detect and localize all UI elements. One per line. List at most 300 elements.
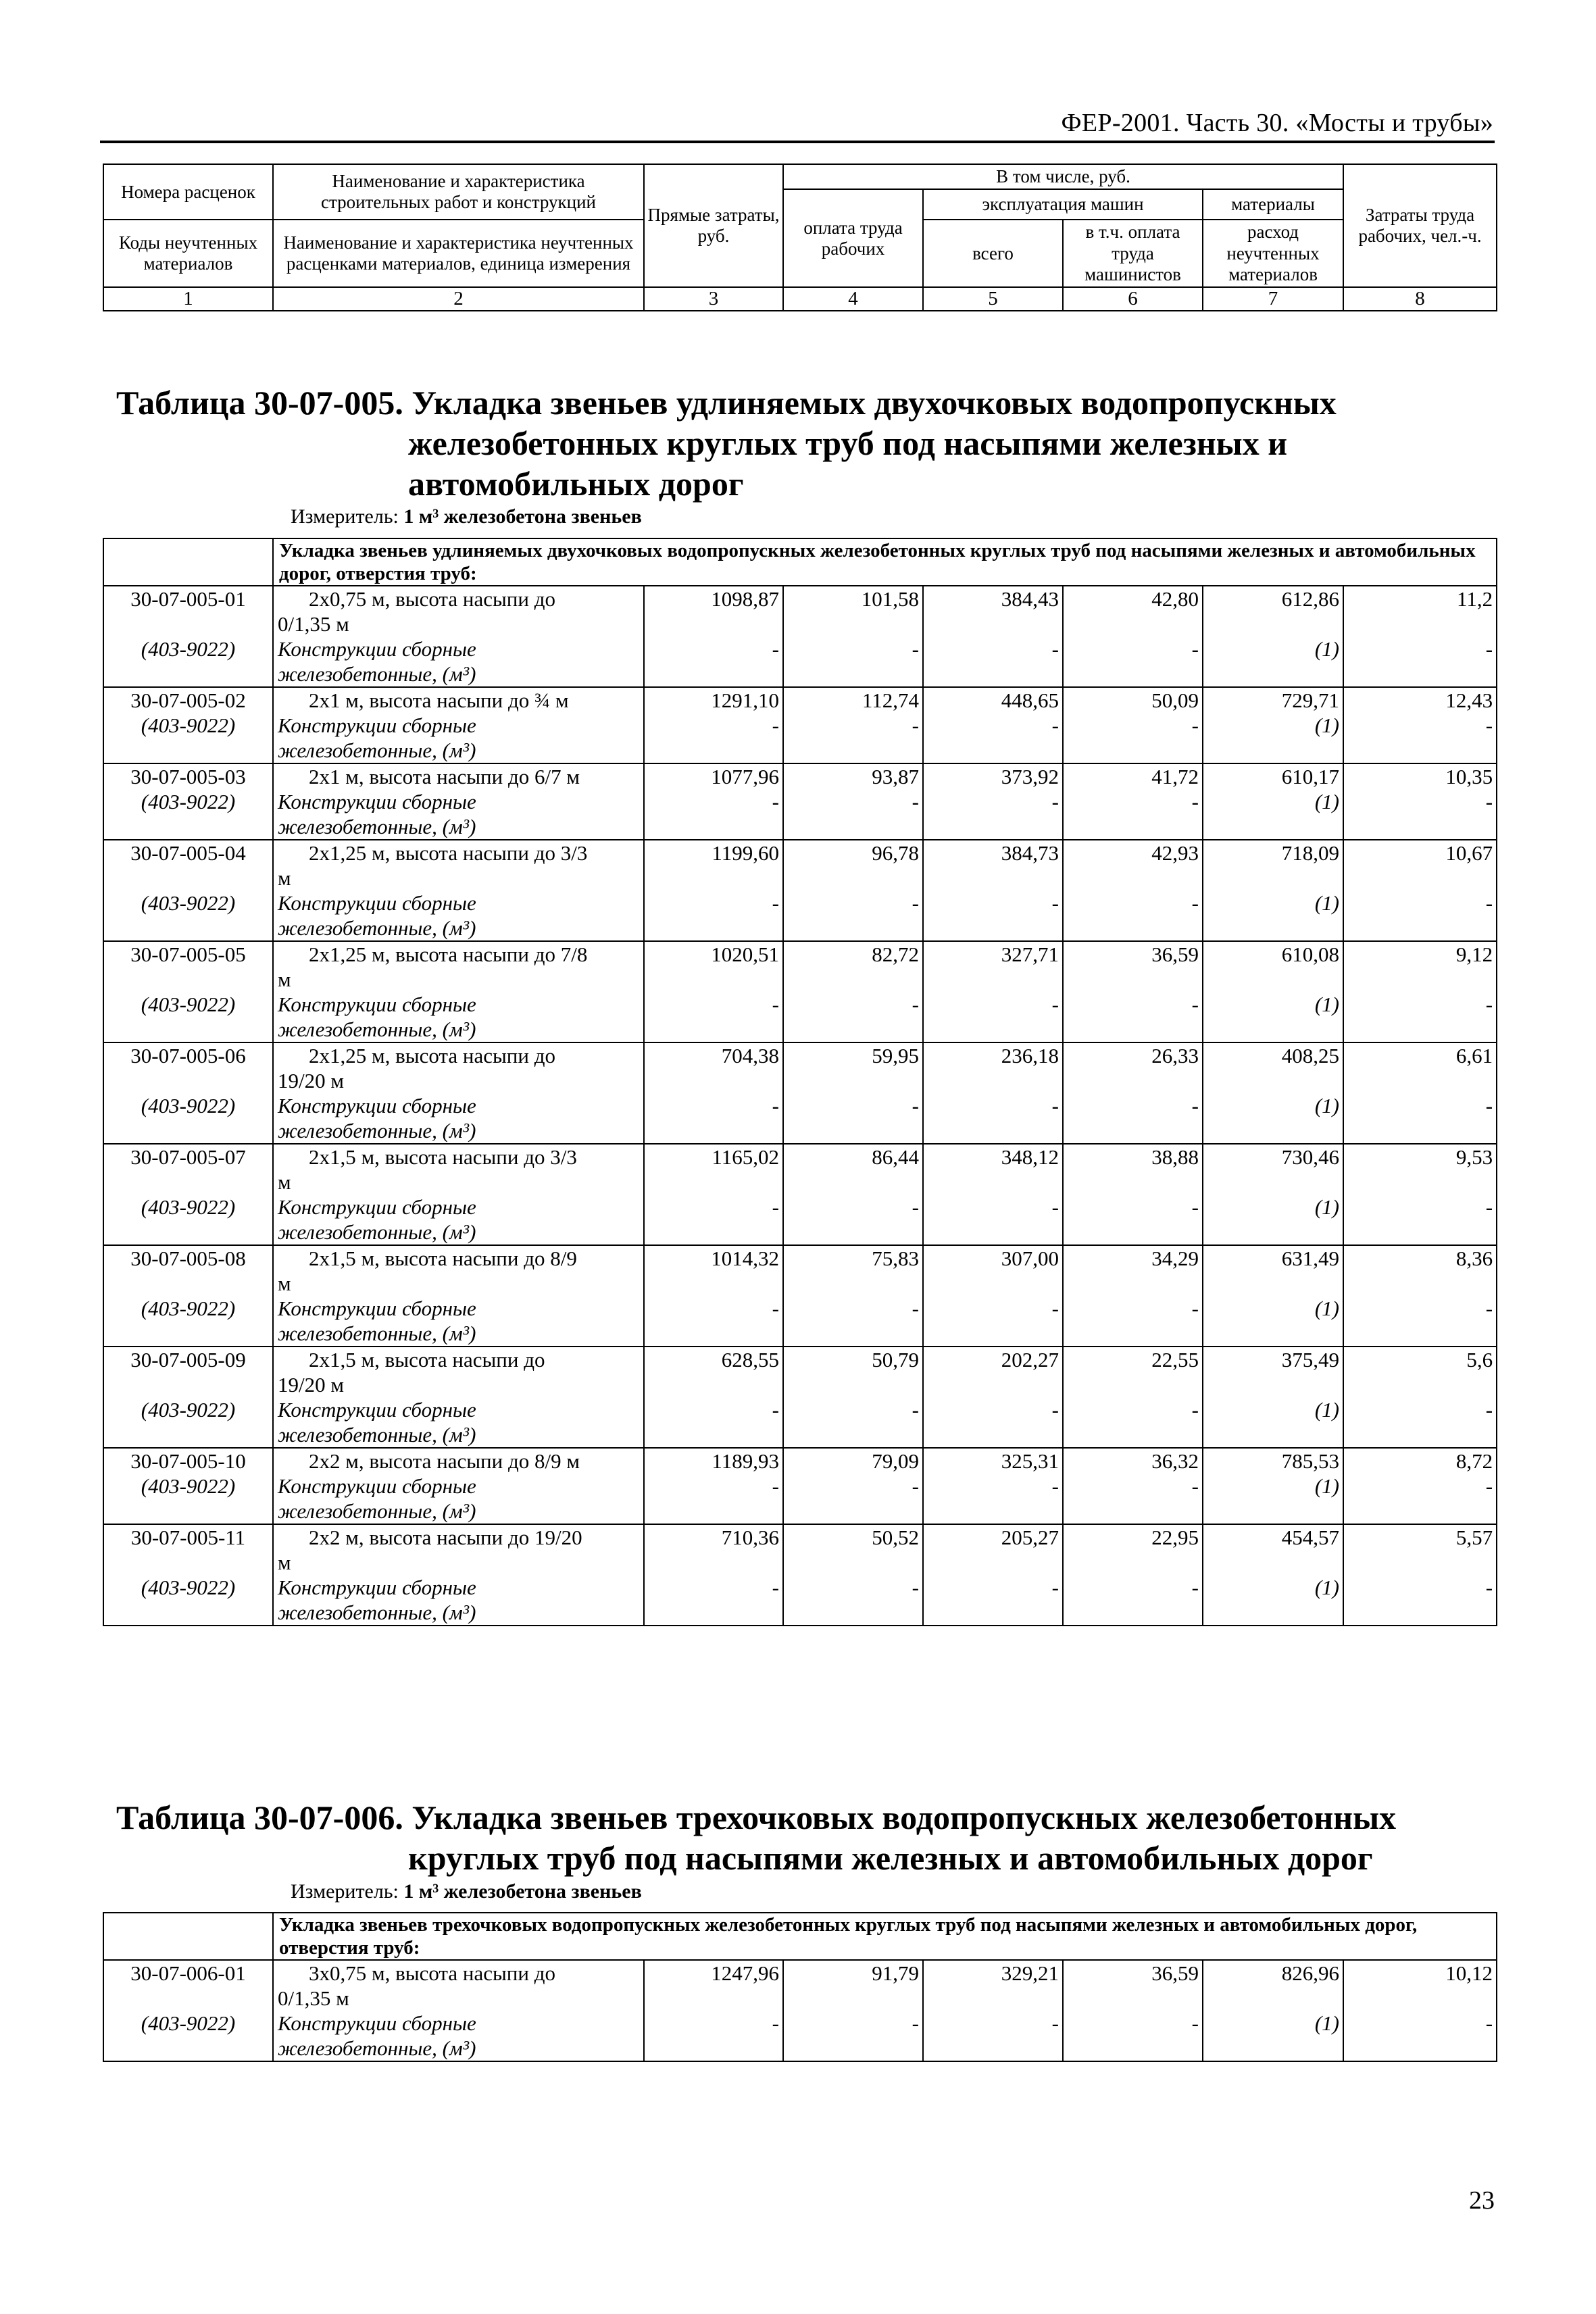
rate-description-line: 3x0,75 м, высота насыпи до	[309, 1961, 556, 1985]
material-value-m7: (1)	[1203, 1093, 1343, 1144]
rate-row	[103, 840, 1497, 890]
material-value-m8: -	[1343, 890, 1497, 941]
rate-description-line: 2x1 м, высота насыпи до 6/7 м	[309, 765, 580, 788]
rate-value-v3: 710,36	[644, 1524, 783, 1575]
rate-description	[273, 586, 644, 636]
rate-value-v4: 79,09	[783, 1448, 923, 1474]
rates-table-30-07-005	[103, 538, 1497, 1626]
rate-value-v4: 82,72	[783, 941, 923, 992]
material-value-m6: -	[1063, 1397, 1203, 1448]
material-value-m4: -	[783, 789, 923, 840]
material-value-m3: -	[644, 1474, 783, 1524]
rate-description-line: 2x2 м, высота насыпи до 8/9 м	[309, 1449, 580, 1473]
material-value-m8: -	[1343, 1397, 1497, 1448]
material-description-line: железобетонные, (м³)	[278, 738, 476, 762]
table1-title-line1: Таблица 30-07-005. Укладка звеньев удлиняемых двухочковых водопропускных	[116, 384, 1337, 422]
material-value-m7: (1)	[1203, 2011, 1343, 2061]
col-header-materials: материалы	[1203, 189, 1343, 220]
material-value-m7: (1)	[1203, 1397, 1343, 1448]
rate-value-v3: 1247,96	[644, 1960, 783, 2011]
material-description	[273, 2011, 644, 2061]
rate-value-v6: 22,55	[1063, 1347, 1203, 1397]
material-value-m7: (1)	[1203, 890, 1343, 941]
rate-value-v3: 1098,87	[644, 586, 783, 636]
rate-code: 30-07-005-01	[103, 586, 273, 636]
rates-table-30-07-006	[103, 1912, 1497, 2062]
meter-label: Измеритель:	[291, 505, 399, 528]
rate-value-v8: 10,12	[1343, 1960, 1497, 2011]
material-value-m4: -	[783, 890, 923, 941]
material-value-m5: -	[923, 1575, 1063, 1626]
material-description	[273, 1296, 644, 1347]
col-header-machines-total: всего	[923, 220, 1063, 287]
material-value-m3: -	[644, 713, 783, 763]
rate-value-v5: 373,92	[923, 763, 1063, 789]
rate-row	[103, 1347, 1497, 1397]
material-description-line: Конструкции сборные	[278, 1576, 476, 1599]
material-value-m6: -	[1063, 1194, 1203, 1245]
material-description	[273, 890, 644, 941]
material-description	[273, 636, 644, 687]
rate-description-line: м	[278, 1551, 291, 1574]
material-description	[273, 789, 644, 840]
section-heading: Укладка звеньев удлиняемых двухочковых водопропускных железобетонных круглых труб под насыпями железных и автомобильных дорог, отверстия труб:	[273, 538, 1497, 586]
rate-value-v7: 408,25	[1203, 1042, 1343, 1093]
table2-title-line1: Таблица 30-07-006. Укладка звеньев трехочковых водопропускных железобетонных	[116, 1799, 1397, 1836]
material-description-line: Конструкции сборные	[278, 790, 476, 813]
rate-value-v5: 384,73	[923, 840, 1063, 890]
material-value-m6: -	[1063, 992, 1203, 1042]
table1-body	[103, 538, 1497, 1626]
material-code: (403-9022)	[103, 1575, 273, 1626]
material-value-m7: (1)	[1203, 1194, 1343, 1245]
rate-description	[273, 1245, 644, 1296]
rate-value-v7: 610,08	[1203, 941, 1343, 992]
material-description	[273, 1474, 644, 1524]
material-value-m4: -	[783, 1575, 923, 1626]
rate-value-v6: 34,29	[1063, 1245, 1203, 1296]
material-row	[103, 713, 1497, 763]
rate-value-v5: 448,65	[923, 687, 1063, 713]
rate-value-v8: 9,53	[1343, 1144, 1497, 1194]
rate-value-v8: 10,35	[1343, 763, 1497, 789]
rate-value-v4: 101,58	[783, 586, 923, 636]
material-value-m3: -	[644, 890, 783, 941]
material-row	[103, 1397, 1497, 1448]
rate-value-v5: 329,21	[923, 1960, 1063, 2011]
material-description-line: Конструкции сборные	[278, 1094, 476, 1117]
rate-description-line: 0/1,35 м	[278, 1986, 349, 2010]
rate-row	[103, 1245, 1497, 1296]
running-header: ФЕР-2001. Часть 30. «Мосты и трубы»	[1061, 109, 1493, 137]
col-header-including: В том числе, руб.	[783, 164, 1343, 189]
rate-value-v3: 1014,32	[644, 1245, 783, 1296]
material-description-line: Конструкции сборные	[278, 1474, 476, 1498]
material-code: (403-9022)	[103, 713, 273, 763]
material-value-m7: (1)	[1203, 789, 1343, 840]
material-code: (403-9022)	[103, 992, 273, 1042]
material-row	[103, 1194, 1497, 1245]
rate-value-v3: 1291,10	[644, 687, 783, 713]
col-number: 8	[1343, 287, 1497, 311]
meter-value: 1 м³ железобетона звеньев	[403, 505, 642, 528]
rate-row	[103, 1960, 1497, 2011]
material-row	[103, 1093, 1497, 1144]
table1-title-line3: автомобильных дорог	[408, 465, 744, 503]
material-value-m7: (1)	[1203, 992, 1343, 1042]
meter-value: 1 м³ железобетона звеньев	[403, 1880, 642, 1903]
material-value-m5: -	[923, 1397, 1063, 1448]
material-value-m6: -	[1063, 1474, 1203, 1524]
material-description-line: Конструкции сборные	[278, 1398, 476, 1422]
material-description-line: железобетонные, (м³)	[278, 1322, 476, 1345]
rate-value-v5: 325,31	[923, 1448, 1063, 1474]
rate-value-v8: 5,57	[1343, 1524, 1497, 1575]
material-value-m6: -	[1063, 1093, 1203, 1144]
material-value-m6: -	[1063, 713, 1203, 763]
material-code: (403-9022)	[103, 2011, 273, 2061]
rate-description	[273, 840, 644, 890]
material-row	[103, 1296, 1497, 1347]
rate-row	[103, 586, 1497, 636]
material-value-m3: -	[644, 789, 783, 840]
rate-description-line: 2x0,75 м, высота насыпи до	[309, 587, 556, 611]
material-value-m5: -	[923, 1296, 1063, 1347]
material-value-m5: -	[923, 713, 1063, 763]
material-description-line: Конструкции сборные	[278, 637, 476, 661]
material-value-m5: -	[923, 1474, 1063, 1524]
rate-value-v3: 1077,96	[644, 763, 783, 789]
rate-code: 30-07-005-03	[103, 763, 273, 789]
rate-description	[273, 763, 644, 789]
rate-value-v8: 5,6	[1343, 1347, 1497, 1397]
material-value-m6: -	[1063, 789, 1203, 840]
material-value-m6: -	[1063, 890, 1203, 941]
column-header-table	[103, 164, 1497, 311]
rate-value-v4: 96,78	[783, 840, 923, 890]
material-value-m8: -	[1343, 1093, 1497, 1144]
rate-code: 30-07-005-06	[103, 1042, 273, 1093]
rate-description	[273, 1347, 644, 1397]
material-description	[273, 1093, 644, 1144]
material-description-line: железобетонные, (м³)	[278, 2036, 476, 2060]
material-value-m3: -	[644, 1296, 783, 1347]
rate-value-v5: 327,71	[923, 941, 1063, 992]
rate-description-line: 2x2 м, высота насыпи до 19/20	[309, 1526, 582, 1549]
material-description	[273, 1397, 644, 1448]
material-description-line: железобетонные, (м³)	[278, 1601, 476, 1624]
material-row	[103, 1575, 1497, 1626]
rate-value-v4: 75,83	[783, 1245, 923, 1296]
material-row	[103, 2011, 1497, 2061]
rate-value-v4: 50,52	[783, 1524, 923, 1575]
rate-value-v8: 8,36	[1343, 1245, 1497, 1296]
material-value-m8: -	[1343, 636, 1497, 687]
rate-value-v6: 42,80	[1063, 586, 1203, 636]
rate-value-v7: 785,53	[1203, 1448, 1343, 1474]
material-value-m8: -	[1343, 992, 1497, 1042]
col-header-material-usage: расход неучтенных материалов	[1203, 220, 1343, 287]
rate-description-line: м	[278, 866, 291, 890]
material-value-m4: -	[783, 2011, 923, 2061]
rate-description-line: м	[278, 1170, 291, 1194]
rate-value-v7: 718,09	[1203, 840, 1343, 890]
material-value-m6: -	[1063, 636, 1203, 687]
rate-value-v6: 22,95	[1063, 1524, 1203, 1575]
material-value-m4: -	[783, 1093, 923, 1144]
rate-code: 30-07-005-07	[103, 1144, 273, 1194]
material-code: (403-9022)	[103, 1093, 273, 1144]
material-value-m8: -	[1343, 1296, 1497, 1347]
rate-value-v5: 348,12	[923, 1144, 1063, 1194]
meter-label: Измеритель:	[291, 1880, 399, 1903]
material-value-m8: -	[1343, 1474, 1497, 1524]
rate-description-line: 2x1,5 м, высота насыпи до 3/3	[309, 1145, 577, 1169]
rate-value-v7: 729,71	[1203, 687, 1343, 713]
rate-value-v6: 50,09	[1063, 687, 1203, 713]
material-value-m7: (1)	[1203, 713, 1343, 763]
material-value-m3: -	[644, 1575, 783, 1626]
material-value-m6: -	[1063, 1575, 1203, 1626]
material-value-m8: -	[1343, 789, 1497, 840]
rate-code: 30-07-005-04	[103, 840, 273, 890]
col-header-operator-pay: в т.ч. оплата труда машинистов	[1063, 220, 1203, 287]
material-value-m6: -	[1063, 2011, 1203, 2061]
rate-description-line: 2x1 м, высота насыпи до ¾ м	[309, 688, 569, 712]
rate-value-v6: 26,33	[1063, 1042, 1203, 1093]
material-description-line: Конструкции сборные	[278, 2011, 476, 2035]
material-value-m3: -	[644, 1194, 783, 1245]
material-code: (403-9022)	[103, 1397, 273, 1448]
col-number: 5	[923, 287, 1063, 311]
rate-value-v7: 730,46	[1203, 1144, 1343, 1194]
material-value-m3: -	[644, 2011, 783, 2061]
rate-row	[103, 763, 1497, 789]
rate-value-v8: 8,72	[1343, 1448, 1497, 1474]
material-description-line: Конструкции сборные	[278, 713, 476, 737]
material-value-m4: -	[783, 992, 923, 1042]
material-description	[273, 1575, 644, 1626]
rate-row	[103, 1448, 1497, 1474]
rate-code: 30-07-005-10	[103, 1448, 273, 1474]
rate-value-v5: 202,27	[923, 1347, 1063, 1397]
material-value-m5: -	[923, 2011, 1063, 2061]
section-spacer	[103, 538, 273, 586]
rate-value-v6: 38,88	[1063, 1144, 1203, 1194]
rate-code: 30-07-005-02	[103, 687, 273, 713]
rate-row	[103, 1144, 1497, 1194]
rate-value-v4: 93,87	[783, 763, 923, 789]
material-row	[103, 890, 1497, 941]
rate-code: 30-07-005-05	[103, 941, 273, 992]
col-header-codes-top: Номера расценок	[103, 164, 273, 220]
material-description-line: железобетонные, (м³)	[278, 1423, 476, 1447]
rate-value-v3: 1165,02	[644, 1144, 783, 1194]
material-value-m8: -	[1343, 2011, 1497, 2061]
page-number: 23	[1469, 2186, 1495, 2215]
col-header-codes-bottom: Коды неучтенных материалов	[103, 220, 273, 287]
material-value-m3: -	[644, 636, 783, 687]
material-description-line: железобетонные, (м³)	[278, 1220, 476, 1244]
rate-value-v5: 384,43	[923, 586, 1063, 636]
material-row	[103, 1474, 1497, 1524]
rate-value-v7: 631,49	[1203, 1245, 1343, 1296]
material-value-m5: -	[923, 1093, 1063, 1144]
rate-description-line: м	[278, 967, 291, 991]
material-description-line: Конструкции сборные	[278, 1195, 476, 1219]
rate-value-v7: 826,96	[1203, 1960, 1343, 2011]
col-number: 2	[273, 287, 644, 311]
rate-value-v6: 36,59	[1063, 941, 1203, 992]
rate-value-v8: 10,67	[1343, 840, 1497, 890]
material-row	[103, 789, 1497, 840]
rate-value-v7: 454,57	[1203, 1524, 1343, 1575]
col-header-machines: эксплуатация машин	[923, 189, 1203, 220]
rate-value-v5: 236,18	[923, 1042, 1063, 1093]
material-description-line: железобетонные, (м³)	[278, 1499, 476, 1523]
rate-description	[273, 1144, 644, 1194]
rate-code: 30-07-005-11	[103, 1524, 273, 1575]
rate-description-line: 2x1,5 м, высота насыпи до	[309, 1348, 545, 1372]
rate-value-v8: 9,12	[1343, 941, 1497, 992]
rate-description	[273, 1042, 644, 1093]
material-value-m5: -	[923, 789, 1063, 840]
table2-meter	[291, 1880, 642, 1903]
material-row	[103, 636, 1497, 687]
rate-value-v8: 12,43	[1343, 687, 1497, 713]
material-value-m5: -	[923, 636, 1063, 687]
material-description-line: железобетонные, (м³)	[278, 1119, 476, 1142]
material-description-line: Конструкции сборные	[278, 992, 476, 1016]
rate-row	[103, 1042, 1497, 1093]
rate-value-v3: 704,38	[644, 1042, 783, 1093]
material-description-line: железобетонные, (м³)	[278, 815, 476, 838]
material-description-line: Конструкции сборные	[278, 891, 476, 915]
rate-description	[273, 941, 644, 992]
col-number: 1	[103, 287, 273, 311]
material-description	[273, 713, 644, 763]
material-value-m7: (1)	[1203, 1296, 1343, 1347]
rate-value-v5: 307,00	[923, 1245, 1063, 1296]
col-number: 3	[644, 287, 783, 311]
rate-description-line: 2x1,25 м, высота насыпи до 3/3	[309, 841, 588, 865]
material-description-line: железобетонные, (м³)	[278, 916, 476, 940]
material-value-m7: (1)	[1203, 1474, 1343, 1524]
rate-description-line: 2x1,25 м, высота насыпи до	[309, 1044, 556, 1067]
rate-value-v3: 628,55	[644, 1347, 783, 1397]
rate-value-v3: 1020,51	[644, 941, 783, 992]
material-description	[273, 992, 644, 1042]
rate-value-v4: 91,79	[783, 1960, 923, 2011]
rate-description-line: 2x1,5 м, высота насыпи до 8/9	[309, 1247, 577, 1270]
rate-value-v8: 11,2	[1343, 586, 1497, 636]
material-code: (403-9022)	[103, 636, 273, 687]
table1-title-line2: железобетонных круглых труб под насыпями железных и	[408, 424, 1288, 462]
rate-code: 30-07-005-08	[103, 1245, 273, 1296]
rate-description-line: 0/1,35 м	[278, 612, 349, 636]
material-value-m4: -	[783, 1296, 923, 1347]
material-code: (403-9022)	[103, 1296, 273, 1347]
material-value-m4: -	[783, 1194, 923, 1245]
rate-code: 30-07-005-09	[103, 1347, 273, 1397]
col-header-labor-costs: Затраты труда рабочих, чел.-ч.	[1343, 164, 1497, 287]
material-description-line: железобетонные, (м³)	[278, 1017, 476, 1041]
material-row	[103, 992, 1497, 1042]
rate-value-v3: 1199,60	[644, 840, 783, 890]
material-code: (403-9022)	[103, 890, 273, 941]
material-value-m7: (1)	[1203, 636, 1343, 687]
material-description-line: Конструкции сборные	[278, 1297, 476, 1320]
material-value-m4: -	[783, 1474, 923, 1524]
material-value-m3: -	[644, 992, 783, 1042]
col-header-name-bottom: Наименование и характеристика неучтенных расценками материалов, единица измерения	[273, 220, 644, 287]
table2-body	[103, 1913, 1497, 2061]
section-heading: Укладка звеньев трехочковых водопропускных железобетонных круглых труб под насыпями железных и автомобильных дорог, отверстия труб:	[273, 1913, 1497, 1960]
rate-row	[103, 687, 1497, 713]
col-number: 4	[783, 287, 923, 311]
material-value-m4: -	[783, 713, 923, 763]
col-header-worker-pay: оплата труда рабочих	[783, 189, 923, 287]
rate-value-v6: 41,72	[1063, 763, 1203, 789]
material-value-m8: -	[1343, 1575, 1497, 1626]
material-value-m8: -	[1343, 1194, 1497, 1245]
material-value-m3: -	[644, 1093, 783, 1144]
rate-value-v6: 36,59	[1063, 1960, 1203, 2011]
material-description-line: железобетонные, (м³)	[278, 662, 476, 686]
material-value-m7: (1)	[1203, 1575, 1343, 1626]
rate-description	[273, 1448, 644, 1474]
col-header-direct-costs: Прямые затраты, руб.	[644, 164, 783, 287]
material-value-m5: -	[923, 992, 1063, 1042]
material-code: (403-9022)	[103, 789, 273, 840]
material-value-m5: -	[923, 1194, 1063, 1245]
rate-value-v4: 112,74	[783, 687, 923, 713]
material-value-m3: -	[644, 1397, 783, 1448]
table1-meter	[291, 505, 642, 528]
rate-value-v4: 50,79	[783, 1347, 923, 1397]
section-row	[103, 1913, 1497, 1960]
rate-row	[103, 941, 1497, 992]
table2-title-line2: круглых труб под насыпями железных и автомобильных дорог	[408, 1839, 1373, 1877]
rate-value-v6: 36,32	[1063, 1448, 1203, 1474]
rate-value-v5: 205,27	[923, 1524, 1063, 1575]
rate-value-v3: 1189,93	[644, 1448, 783, 1474]
rate-description	[273, 1960, 644, 2011]
rate-value-v7: 612,86	[1203, 586, 1343, 636]
material-value-m4: -	[783, 636, 923, 687]
material-value-m8: -	[1343, 713, 1497, 763]
rate-row	[103, 1524, 1497, 1575]
section-row	[103, 538, 1497, 586]
rate-description-line: 19/20 м	[278, 1069, 344, 1092]
material-value-m6: -	[1063, 1296, 1203, 1347]
col-number: 6	[1063, 287, 1203, 311]
col-number: 7	[1203, 287, 1343, 311]
rate-value-v7: 375,49	[1203, 1347, 1343, 1397]
rate-description	[273, 1524, 644, 1575]
rate-value-v8: 6,61	[1343, 1042, 1497, 1093]
material-value-m5: -	[923, 890, 1063, 941]
rate-description-line: 19/20 м	[278, 1373, 344, 1397]
material-code: (403-9022)	[103, 1474, 273, 1524]
rate-value-v4: 86,44	[783, 1144, 923, 1194]
material-description	[273, 1194, 644, 1245]
rate-description-line: 2x1,25 м, высота насыпи до 7/8	[309, 942, 588, 966]
rate-description-line: м	[278, 1272, 291, 1295]
section-spacer	[103, 1913, 273, 1960]
rate-description	[273, 687, 644, 713]
col-header-name-top: Наименование и характеристика строительных работ и конструкций	[273, 164, 644, 220]
